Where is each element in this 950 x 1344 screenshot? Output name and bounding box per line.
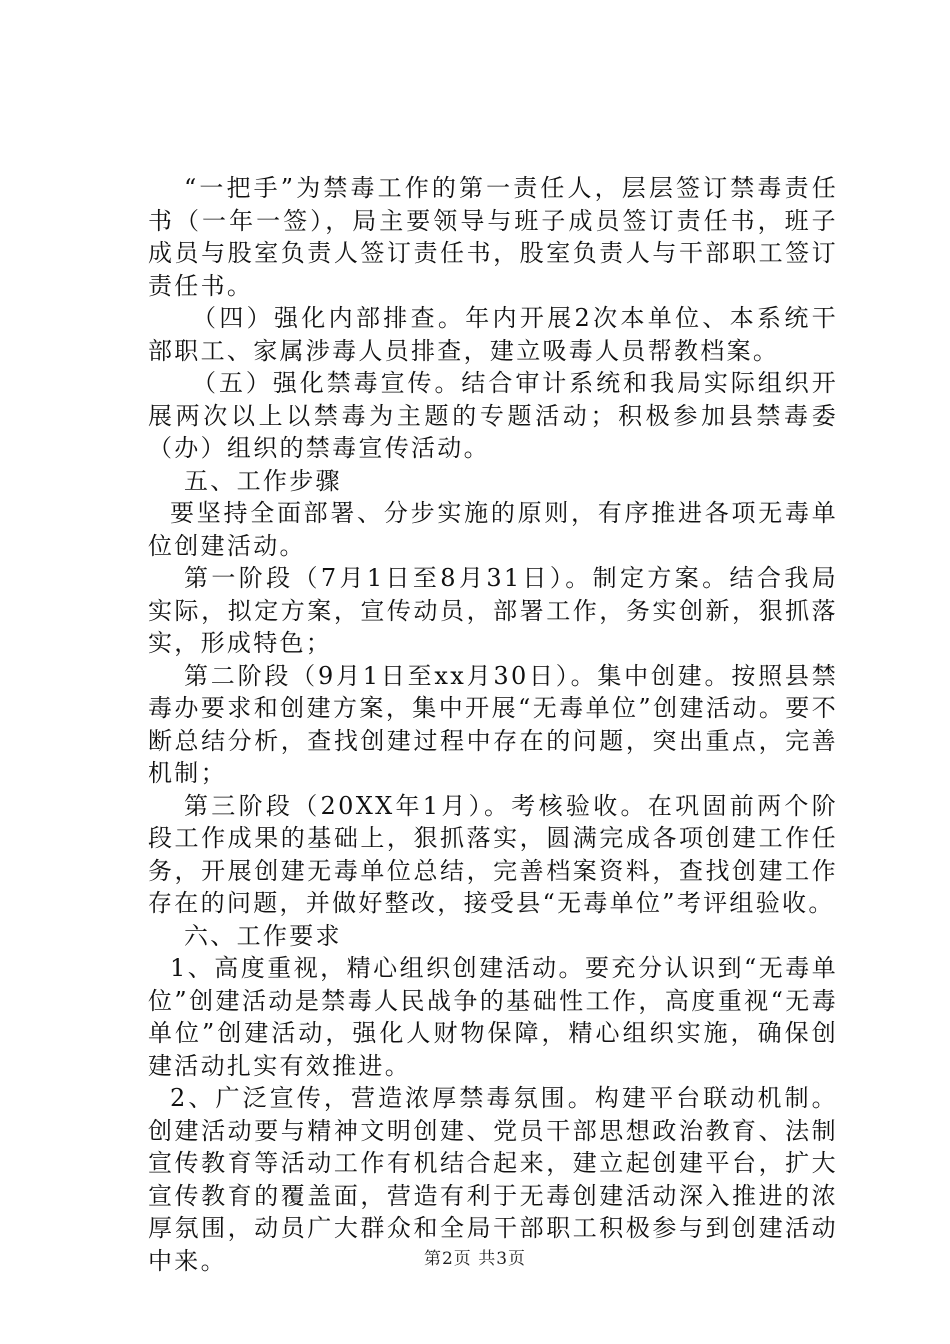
paragraph-requirement-one: 1、高度重视，精心组织创建活动。要充分认识到“无毒单位”创建活动是禁毒人民战争的基础性工作，高度重视“无毒单位”创建活动，强化人财物保障，精心组织实施，确保创建活动扎实有效推进。 xyxy=(148,954,838,1080)
paragraph-stage-two: 第二阶段（9月1日至xx月30日）。集中创建。按照县禁毒办要求和创建方案，集中开展“无毒单位”创建活动。要不断总结分析，查找创建过程中存在的问题，突出重点，完善机制； xyxy=(148,661,838,787)
paragraph-stage-three: 第三阶段（20XX年1月）。考核验收。在巩固前两个阶段工作成果的基础上，狠抓落实，圆满完成各项创建工作任务，开展创建无毒单位总结，完善档案资料，查找创建工作存在的问题，并做好整改，接受县“无毒单位”考评组验收。 xyxy=(148,791,838,917)
document-body xyxy=(148,172,838,1277)
page-number-footer: 第2页 共3页 xyxy=(423,1249,527,1269)
section-heading-requirements: 六、工作要求 xyxy=(184,921,342,950)
paragraph-requirement-two: 2、广泛宣传，营造浓厚禁毒氛围。构建平台联动机制。创建活动要与精神文明创建、党员干部思想政治教育、法制宣传教育等活动工作有机结合起来，建立起创建平台，扩大宣传教育的覆盖面，营造有利于无毒创建活动深入推进的浓厚氛围，动员广大群众和全局干部职工积极参与到创建活动中来。 xyxy=(148,1084,838,1275)
paragraph-internal-check: （四）强化内部排查。年内开展2次本单位、本系统干部职工、家属涉毒人员排查，建立吸毒人员帮教档案。 xyxy=(148,304,838,365)
paragraph-stage-one: 第一阶段（7月1日至8月31日）。制定方案。结合我局实际，拟定方案，宣传动员，部署工作，务实创新，狠抓落实，形成特色； xyxy=(148,564,838,657)
paragraph-steps-intro: 要坚持全面部署、分步实施的原则，有序推进各项无毒单位创建活动。 xyxy=(148,499,838,560)
section-heading-steps: 五、工作步骤 xyxy=(184,466,342,495)
paragraph-responsibility: “一把手”为禁毒工作的第一责任人，层层签订禁毒责任书（一年一签），局主要领导与班子成员签订责任书，班子成员与股室负责人签订责任书，股室负责人与干部职工签订责任书。 xyxy=(148,174,838,300)
paragraph-publicity: （五）强化禁毒宣传。结合审计系统和我局实际组织开展两次以上以禁毒为主题的专题活动；积极参加县禁毒委（办）组织的禁毒宣传活动。 xyxy=(148,369,838,462)
